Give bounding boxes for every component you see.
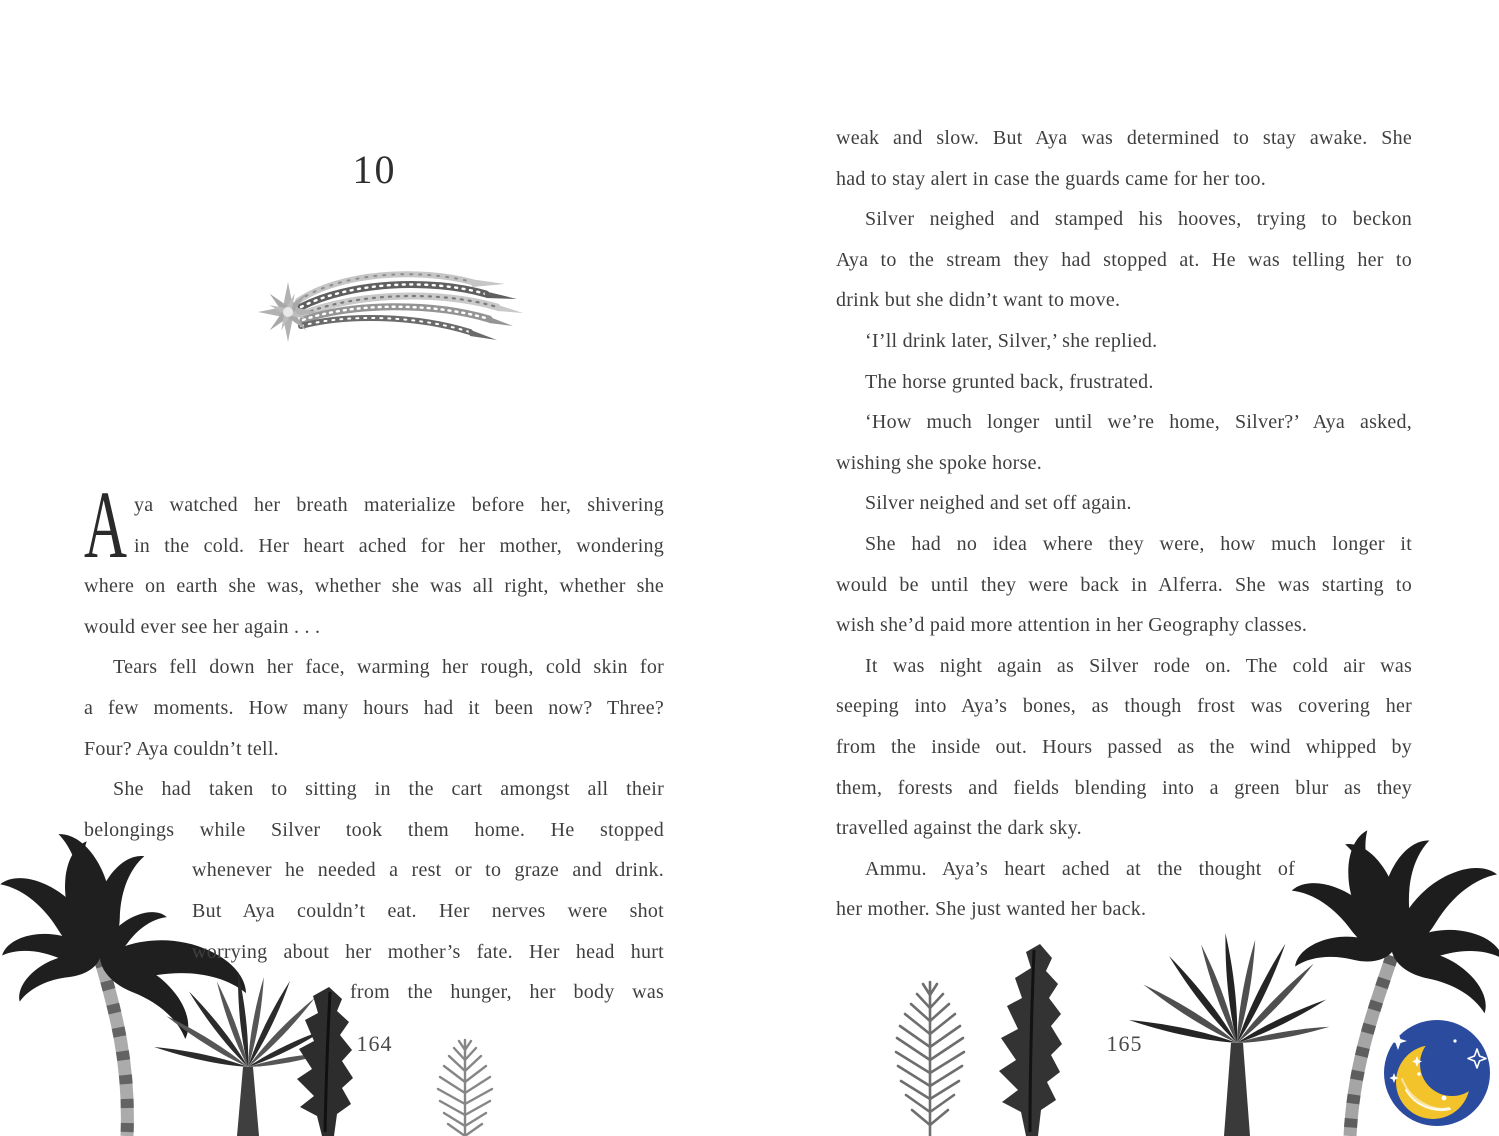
text-line: travelled against the dark sky. xyxy=(836,817,1082,840)
text-line: drink but she didn’t want to move. xyxy=(836,289,1121,312)
star-icon xyxy=(251,275,325,349)
text-line: in the cold. Her heart ached for her mother, wondering xyxy=(134,534,664,557)
text-line: ya watched her breath materialize before her, shivering xyxy=(134,494,664,516)
text-line: them, forests and fields blending into a green blur as they xyxy=(836,776,1412,799)
text-line: Four? Aya couldn’t tell. xyxy=(84,737,279,760)
text-line: her mother. She just wanted her back. xyxy=(836,898,1147,921)
text-line: Ammu. Aya’s heart ached at the thought of xyxy=(865,857,1295,880)
drop-cap-letter: A xyxy=(84,471,127,578)
text-line: weak and slow. But Aya was determined to stay awake. She xyxy=(836,127,1412,149)
text-line: It was night again as Silver rode on. The cold air was xyxy=(865,654,1412,677)
text-line: whenever he needed a rest or to graze and drink. xyxy=(192,859,664,882)
text-line: seeping into Aya’s bones, as though frost was covering her xyxy=(836,695,1412,718)
right-page-text xyxy=(836,118,1412,930)
text-line: She had taken to sitting in the cart amongst all their xyxy=(113,778,664,801)
chapter-number: 10 xyxy=(352,147,397,192)
text-line: belongings while Silver took them home. He stopped xyxy=(84,818,664,841)
text-line: a few moments. How many hours had it been now? Three? xyxy=(84,696,664,719)
text-line: Tears fell down her face, warming her rough, cold skin for xyxy=(113,656,664,679)
text-line: Silver neighed and stamped his hooves, trying to beckon xyxy=(865,208,1412,231)
text-line: ‘How much longer until we’re home, Silver?’ Aya asked, xyxy=(865,411,1412,434)
text-line: had to stay alert in case the guards came for her too. xyxy=(836,167,1267,190)
text-line: She had no idea where they were, how much longer it xyxy=(865,532,1412,555)
text-line: wishing she spoke horse. xyxy=(836,451,1042,474)
text-line: Silver neighed and set off again. xyxy=(865,492,1132,515)
text-line: would ever see her again . . . xyxy=(84,615,321,638)
text-line: wish she’d paid more attention in her Geography classes. xyxy=(836,614,1308,637)
text-line: worrying about her mother’s fate. Her head hurt xyxy=(192,940,664,963)
text-line: from the inside out. Hours passed as the wind whipped by xyxy=(836,735,1412,758)
text-line: But Aya couldn’t eat. Her nerves were shot xyxy=(192,899,664,922)
fern-right-icon xyxy=(896,982,964,1136)
text-line: from the hunger, her body was xyxy=(350,981,664,1004)
text-line: where on earth she was, whether she was all right, whether she xyxy=(84,575,664,598)
text-line: ‘I’ll drink later, Silver,’ she replied. xyxy=(865,329,1158,352)
left-page-text xyxy=(84,485,664,1013)
page-number-right: 165 xyxy=(1106,1031,1143,1056)
text-line: would be until they were back in Alferra. She was starting to xyxy=(836,573,1412,596)
text-line: The horse grunted back, frustrated. xyxy=(865,370,1154,393)
text-line: Aya to the stream they had stopped at. He was telling her to xyxy=(836,248,1412,271)
shooting-star-icon xyxy=(251,274,523,349)
page-number-left: 164 xyxy=(356,1031,393,1056)
